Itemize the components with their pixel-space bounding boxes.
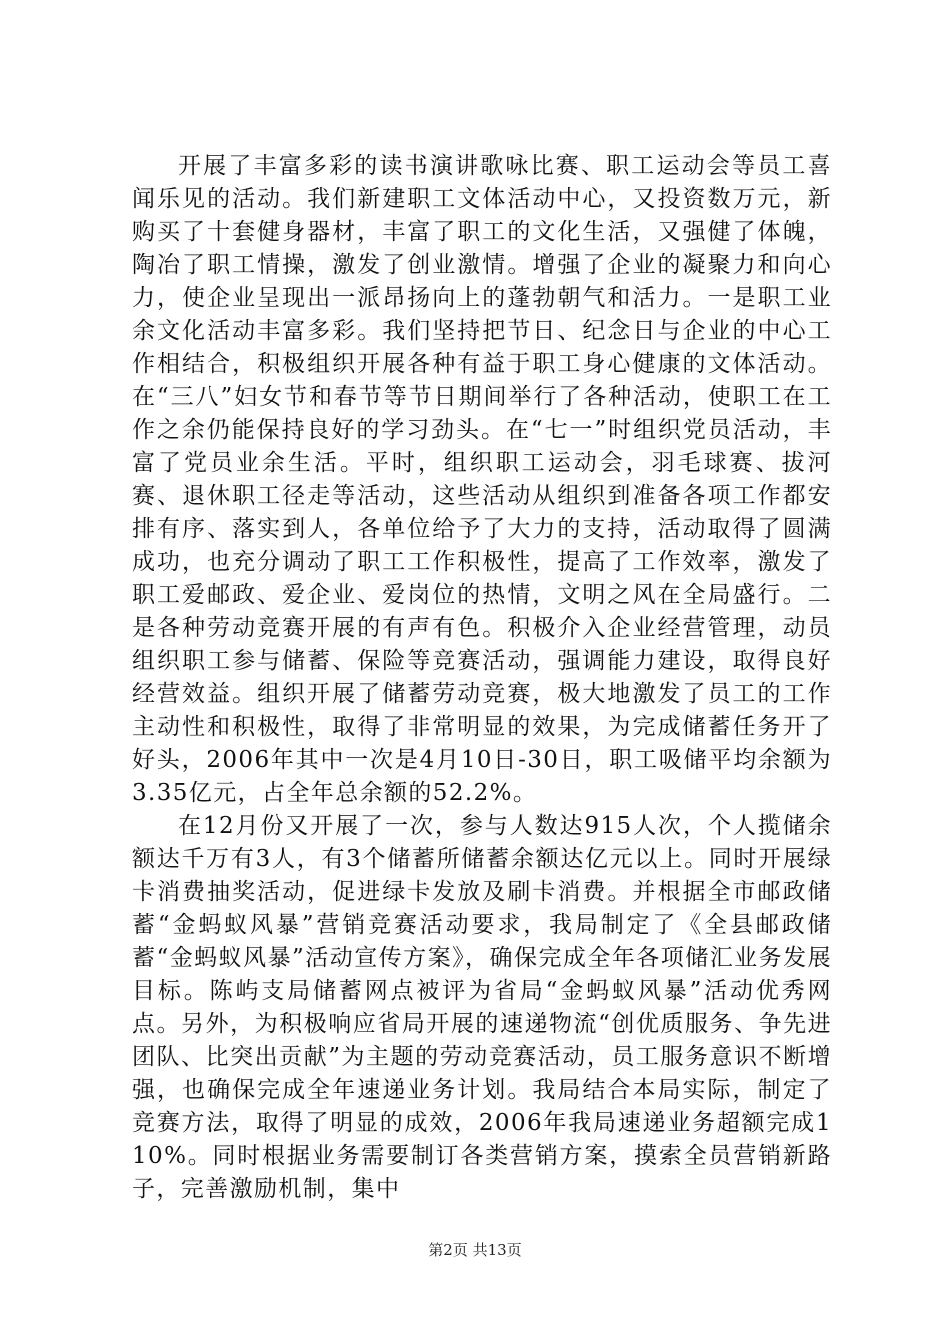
document-body	[132, 150, 832, 1206]
page-footer	[0, 1240, 950, 1260]
body-paragraph: 在12月份又开展了一次，参与人数达915人次，个人揽储余额达千万有3人，有3个储蓄所储蓄余额达亿元以上。同时开展绿卡消费抽奖活动，促进绿卡发放及刷卡消费。并根据全市邮政储蓄“金蚂蚁风暴”营销竞赛活动要求，我局制定了《全县邮政储蓄“金蚂蚁风暴”活动宣传方案》，确保完成全年各项储汇业务发展目标。陈屿支局储蓄网点被评为省局“金蚂蚁风暴”活动优秀网点。另外，为积极响应省局开展的速递物流“创优质服务、争先进团队、比突出贡献”为主题的劳动竞赛活动，员工服务意识不断增强，也确保完成全年速递业务计划。我局结合本局实际，制定了竞赛方法，取得了明显的成效，2006年我局速递业务超额完成110%。同时根据业务需要制订各类营销方案，摸索全员营销新路子，完善激励机制，集中	[132, 813, 832, 1202]
page-number-label: 第2页 共13页	[428, 1241, 522, 1259]
body-paragraph: 开展了丰富多彩的读书演讲歌咏比赛、职工运动会等员工喜闻乐见的活动。我们新建职工文体活动中心，又投资数万元，新购买了十套健身器材，丰富了职工的文化生活，又强健了体魄，陶冶了职工情操，激发了创业激情。增强了企业的凝聚力和向心力，使企业呈现出一派昂扬向上的蓬勃朝气和活力。一是职工业余文化活动丰富多彩。我们坚持把节日、纪念日与企业的中心工作相结合，积极组织开展各种有益于职工身心健康的文体活动。在“三八”妇女节和春节等节日期间举行了各种活动，使职工在工作之余仍能保持良好的学习劲头。在“七一”时组织党员活动，丰富了党员业余生活。平时，组织职工运动会，羽毛球赛、拔河赛、退休职工径走等活动，这些活动从组织到准备各项工作都安排有序、落实到人，各单位给予了大力的支持，活动取得了圆满成功，也充分调动了职工工作积极性，提高了工作效率，激发了职工爱邮政、爱企业、爱岗位的热情，文明之风在全局盛行。二是各种劳动竞赛开展的有声有色。积极介入企业经营管理，动员组织职工参与储蓄、保险等竞赛活动，强调能力建设，取得良好经营效益。组织开展了储蓄劳动竞赛，极大地激发了员工的工作主动性和积极性，取得了非常明显的效果，为完成储蓄任务开了好头，2006年其中一次是4月10日-30日，职工吸储平均余额为3.35亿元，占全年总余额的52.2%。	[132, 153, 832, 806]
